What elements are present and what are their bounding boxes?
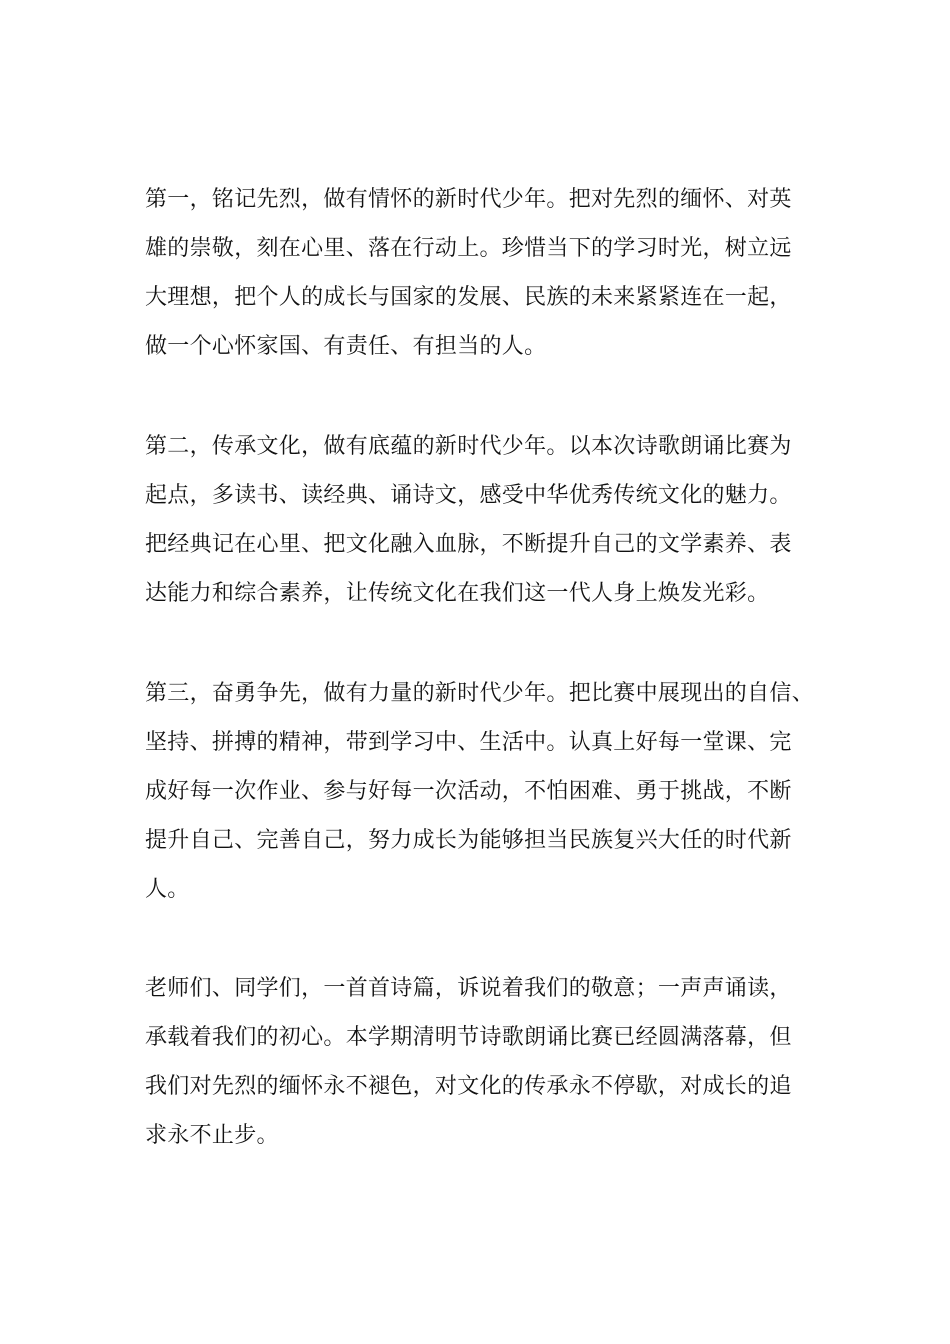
text-line: 人。 bbox=[145, 877, 190, 902]
text-line: 承载着我们的初心。本学期清明节诗歌朗诵比赛已经圆满落幕，但 bbox=[145, 1025, 792, 1050]
text-line: 求永不止步。 bbox=[145, 1123, 279, 1148]
text-line: 老师们、同学们，一首首诗篇，诉说着我们的敬意；一声声诵读， bbox=[145, 976, 792, 1001]
text-line: 大理想，把个人的成长与国家的发展、民族的未来紧紧连在一起， bbox=[145, 285, 792, 310]
text-line: 做一个心怀家国、有责任、有担当的人。 bbox=[145, 334, 547, 359]
text-line: 把经典记在心里、把文化融入血脉，不断提升自己的文学素养、表 bbox=[145, 532, 792, 557]
text-line: 起点，多读书、读经典、诵诗文，感受中华优秀传统文化的魅力。 bbox=[145, 483, 792, 508]
text-line: 成好每一次作业、参与好每一次活动，不怕困难、勇于挑战，不断 bbox=[145, 779, 792, 804]
text-line: 第二，传承文化，做有底蕴的新时代少年。以本次诗歌朗诵比赛为 bbox=[145, 434, 792, 459]
text-line: 提升自己、完善自己，努力成长为能够担当民族复兴大任的时代新 bbox=[145, 828, 792, 853]
text-line: 我们对先烈的缅怀永不褪色，对文化的传承永不停歇，对成长的追 bbox=[145, 1074, 792, 1099]
text-line: 雄的崇敬，刻在心里、落在行动上。珍惜当下的学习时光，树立远 bbox=[145, 236, 792, 261]
text-line: 第三，奋勇争先，做有力量的新时代少年。把比赛中展现出的自信、 bbox=[145, 681, 815, 706]
text-line: 坚持、拼搏的精神，带到学习中、生活中。认真上好每一堂课、完 bbox=[145, 730, 792, 755]
text-line: 第一，铭记先烈，做有情怀的新时代少年。把对先烈的缅怀、对英 bbox=[145, 187, 792, 212]
text-line: 达能力和综合素养，让传统文化在我们这一代人身上焕发光彩。 bbox=[145, 581, 770, 606]
